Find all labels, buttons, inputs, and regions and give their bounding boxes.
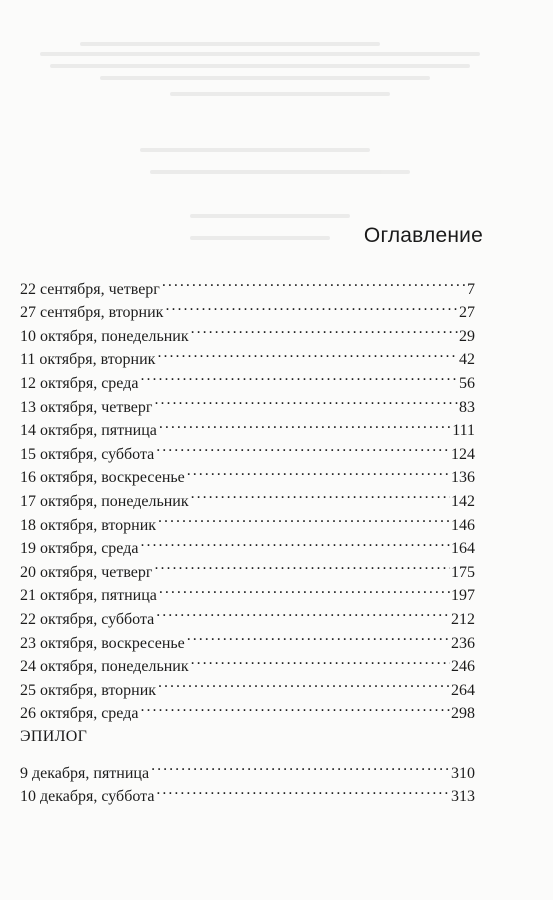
toc-entry-label: 10 декабря, суббота (20, 788, 155, 806)
toc-entry-page-number: 246 (450, 655, 475, 679)
toc-entry-page-number: 175 (450, 561, 475, 585)
dot-leader (185, 459, 450, 483)
toc-entry-label: 21 октября, пятница (20, 587, 157, 605)
toc-entry-page-number: 313 (450, 785, 475, 809)
toc-entry-page-number: 83 (458, 396, 475, 420)
dot-leader (152, 388, 458, 412)
dot-leader (189, 317, 458, 341)
dot-leader (154, 435, 450, 459)
toc-entry-label: 25 октября, вторник (20, 681, 157, 699)
toc-entry-label: 26 октября, среда (20, 705, 139, 723)
dot-leader (189, 648, 450, 672)
toc-entry-label: 22 сентября, четверг (20, 280, 160, 298)
toc-entry-label: 22 октября, суббота (20, 610, 155, 628)
toc-entry-label: 24 октября, понедельник (20, 658, 189, 676)
dot-leader (156, 671, 450, 695)
dot-leader (163, 294, 458, 318)
toc-entry-page-number: 310 (450, 762, 475, 786)
toc-entry-label: 27 сентября, вторник (20, 304, 164, 322)
toc-entry-page-number: 42 (458, 348, 475, 372)
toc-entry-page-number: 29 (458, 325, 475, 349)
toc-entry-label: 11 октября, вторник (20, 351, 156, 369)
dot-leader (154, 778, 450, 802)
toc-entry-label: 18 октября, вторник (20, 516, 157, 534)
toc-entry[interactable] (20, 754, 475, 782)
table-of-contents (20, 270, 475, 806)
toc-entry-page-number: 124 (450, 443, 475, 467)
toc-entry-page-number: 264 (450, 679, 475, 703)
dot-leader (138, 530, 450, 554)
page-title: Оглавление (363, 224, 483, 247)
dot-leader (138, 695, 450, 719)
toc-entry-page-number: 56 (458, 372, 475, 396)
toc-entry-label: 14 октября, пятница (20, 422, 157, 440)
toc-entries (20, 270, 475, 723)
toc-entry-page-number: 164 (450, 537, 475, 561)
epilogue-heading: ЭПИЛОГ (20, 728, 88, 746)
toc-entry-label: 9 декабря, пятница (20, 764, 150, 782)
dot-leader (154, 600, 450, 624)
toc-entry-label: 15 октября, суббота (20, 445, 155, 463)
dot-leader (185, 624, 450, 648)
dot-leader (160, 270, 466, 294)
toc-entry[interactable] (20, 270, 475, 298)
toc-entry-label: 16 октября, воскресенье (20, 469, 185, 487)
toc-entry-label: 23 октября, воскресенье (20, 634, 185, 652)
toc-entry-page-number: 146 (450, 514, 475, 538)
toc-entry-page-number: 236 (450, 632, 475, 656)
toc-entry-page-number: 111 (451, 419, 475, 443)
toc-entry-page-number: 142 (450, 490, 475, 514)
dot-leader (157, 577, 450, 601)
toc-entry-label: 20 октября, четверг (20, 563, 153, 581)
toc-entry-page-number: 298 (450, 702, 475, 726)
toc-entry-page-number: 136 (450, 466, 475, 490)
dot-leader (152, 553, 450, 577)
dot-leader (155, 341, 458, 365)
epilogue-entries (20, 754, 475, 806)
toc-entry-page-number: 27 (458, 301, 475, 325)
dot-leader (157, 412, 451, 436)
dot-leader (156, 506, 450, 530)
toc-entry-label: 17 октября, понедельник (20, 492, 189, 510)
dot-leader (149, 754, 450, 778)
dot-leader (189, 482, 450, 506)
toc-entry-label: 12 октября, среда (20, 374, 139, 392)
toc-entry-label: 13 октября, четверг (20, 398, 153, 416)
toc-entry-page-number: 7 (466, 278, 475, 302)
toc-entry-page-number: 212 (450, 608, 475, 632)
dot-leader (138, 364, 458, 388)
toc-entry-label: 10 октября, понедельник (20, 327, 189, 345)
toc-entry-page-number: 197 (450, 584, 475, 608)
toc-entry-label: 19 октября, среда (20, 540, 139, 558)
